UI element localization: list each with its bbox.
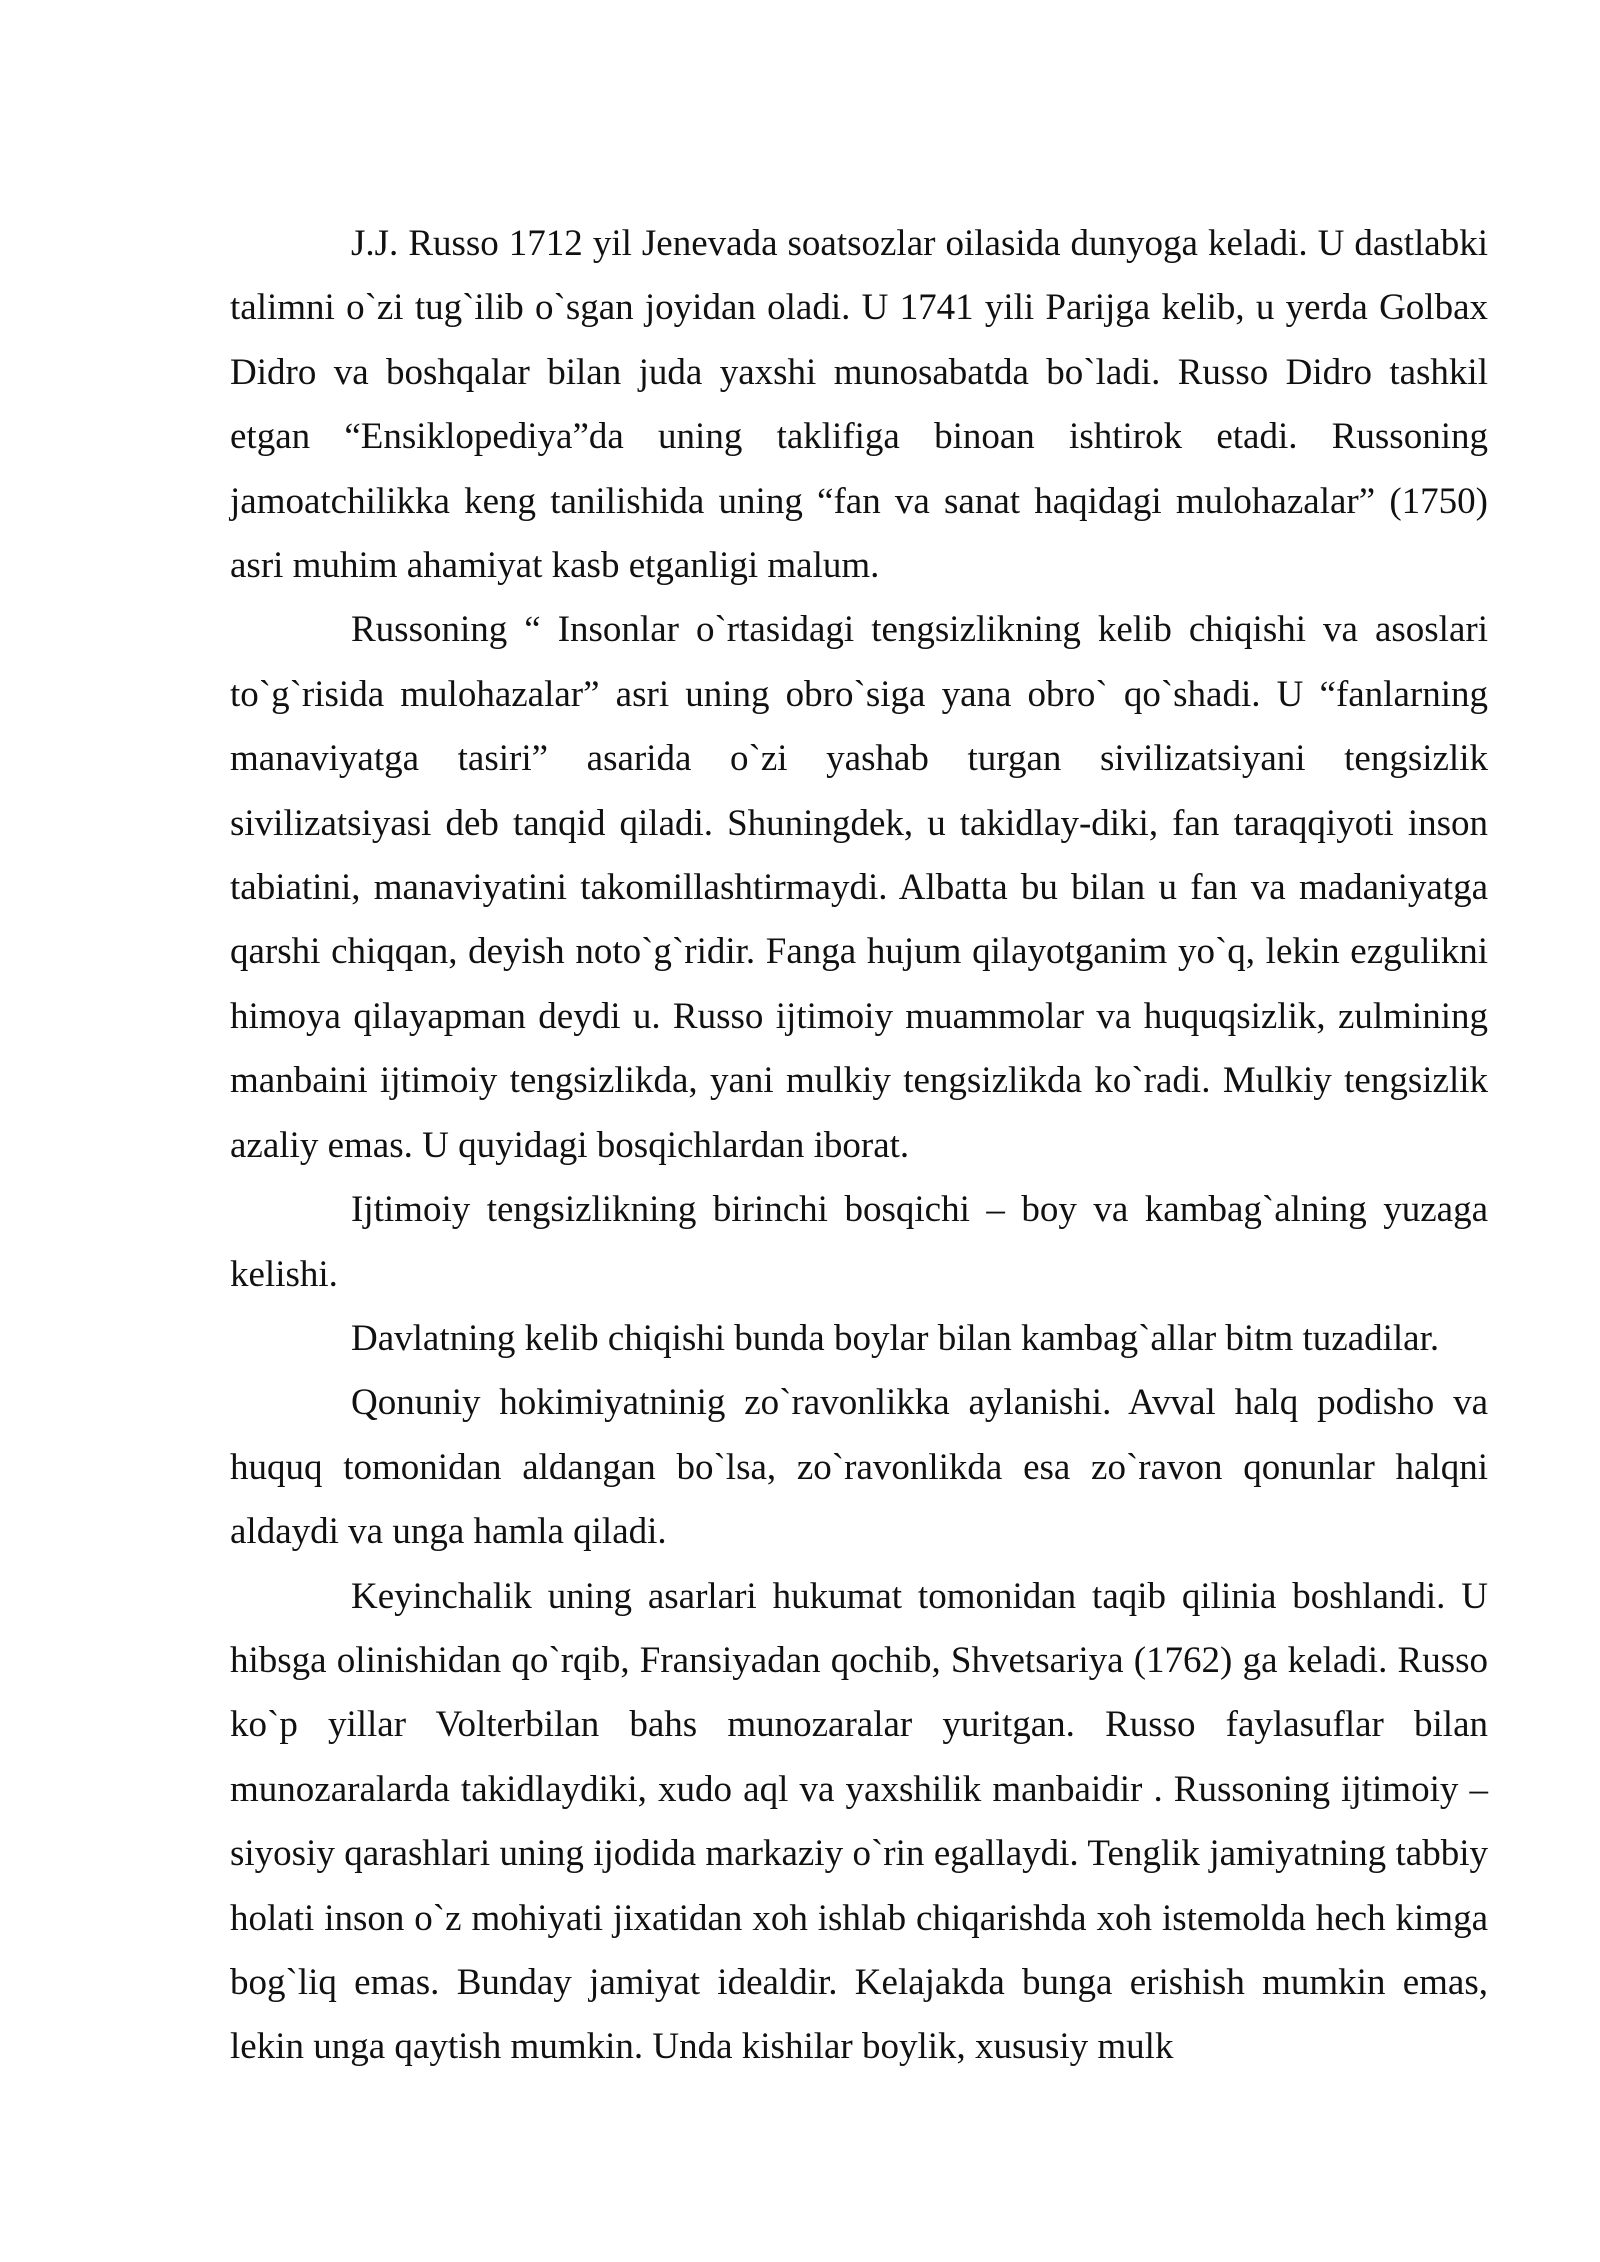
paragraph-stage-two: Davlatning kelib chiqishi bunda boylar bilan kambag`allar bitm tuzadilar. xyxy=(351,1317,1440,1359)
paragraph-stage-three: Qonuniy hokimiyatninig zo`ravonlikka aylanishi. Avval halq podisho va huquq tomonidan aldangan bo`lsa, zo`ravonlikda esa zo`ravon qonunlar halqni aldaydi va unga hamla qiladi. xyxy=(230,1382,1488,1553)
paragraph-later-life: Keyinchalik uning asarlari hukumat tomonidan taqib qilinia boshlandi. U hibsga olinishidan qo`rqib, Fransiyadan qochib, Shvetsariya (1762) ga keladi. Russo ko`p yillar Volterbilan bahs munozaralar yuritgan. Russo faylasuflar bilan munozaralarda takidlaydiki, xudo aql va yaxshilik manbaidir . Russoning ijtimoiy – siyosiy qarashlari uning ijodida markaziy o`rin egallaydi. Tenglik jamiyatning tabbiy holati inson o`z mohiyati jixatidan xoh ishlab chiqarishda xoh istemolda hech kimga bog`liq emas. Bunday jamiyat idealdir. Kelajakda bunga erishish mumkin emas, lekin unga qaytish mumkin. Unda kishilar boylik, xususiy mulk xyxy=(230,1575,1488,2068)
document-body xyxy=(230,212,1488,2080)
paragraph-inequality-essay: Russoning “ Insonlar o`rtasidagi tengsizlikning kelib chiqishi va asoslari to`g`risida mulohazalar” asri uning obro`siga yana obro` qo`shadi. U “fanlarning manaviyatga tasiri” asarida o`zi yashab turgan sivilizatsiyani tengsizlik sivilizatsiyasi deb tanqid qiladi. Shuningdek, u takidlay-diki, fan taraqqiyoti inson tabiatini, manaviyatini takomillashtirmaydi. Albatta bu bilan u fan va madaniyatga qarshi chiqqan, deyish noto`g`ridir. Fanga hujum qilayotganim yo`q, lekin ezgulikni himoya qilayapman deydi u. Russo ijtimoiy muammolar va huquqsizlik, zulmining manbaini ijtimoiy tengsizlikda, yani mulkiy tengsizlikda ko`radi. Mulkiy tengsizlik azaliy emas. U quyidagi bosqichlardan iborat. xyxy=(230,609,1488,1166)
paragraph-russo-biography: J.J. Russo 1712 yil Jenevada soatsozlar oilasida dunyoga keladi. U dastlabki talimni o`zi tug`ilib o`sgan joyidan oladi. U 1741 yili Parijga kelib, u yerda Golbax Didro va boshqalar bilan juda yaxshi munosabatda bo`ladi. Russo Didro tashkil etgan “Ensiklopediya”da uning taklifiga binoan ishtirok etadi. Russoning jamoatchilikka keng tanilishida uning “fan va sanat haqidagi mulohazalar” (1750) asri muhim ahamiyat kasb etganligi malum. xyxy=(230,223,1488,587)
paragraph-stage-one: Ijtimoiy tengsizlikning birinchi bosqichi – boy va kambag`alning yuzaga kelishi. xyxy=(230,1189,1488,1295)
